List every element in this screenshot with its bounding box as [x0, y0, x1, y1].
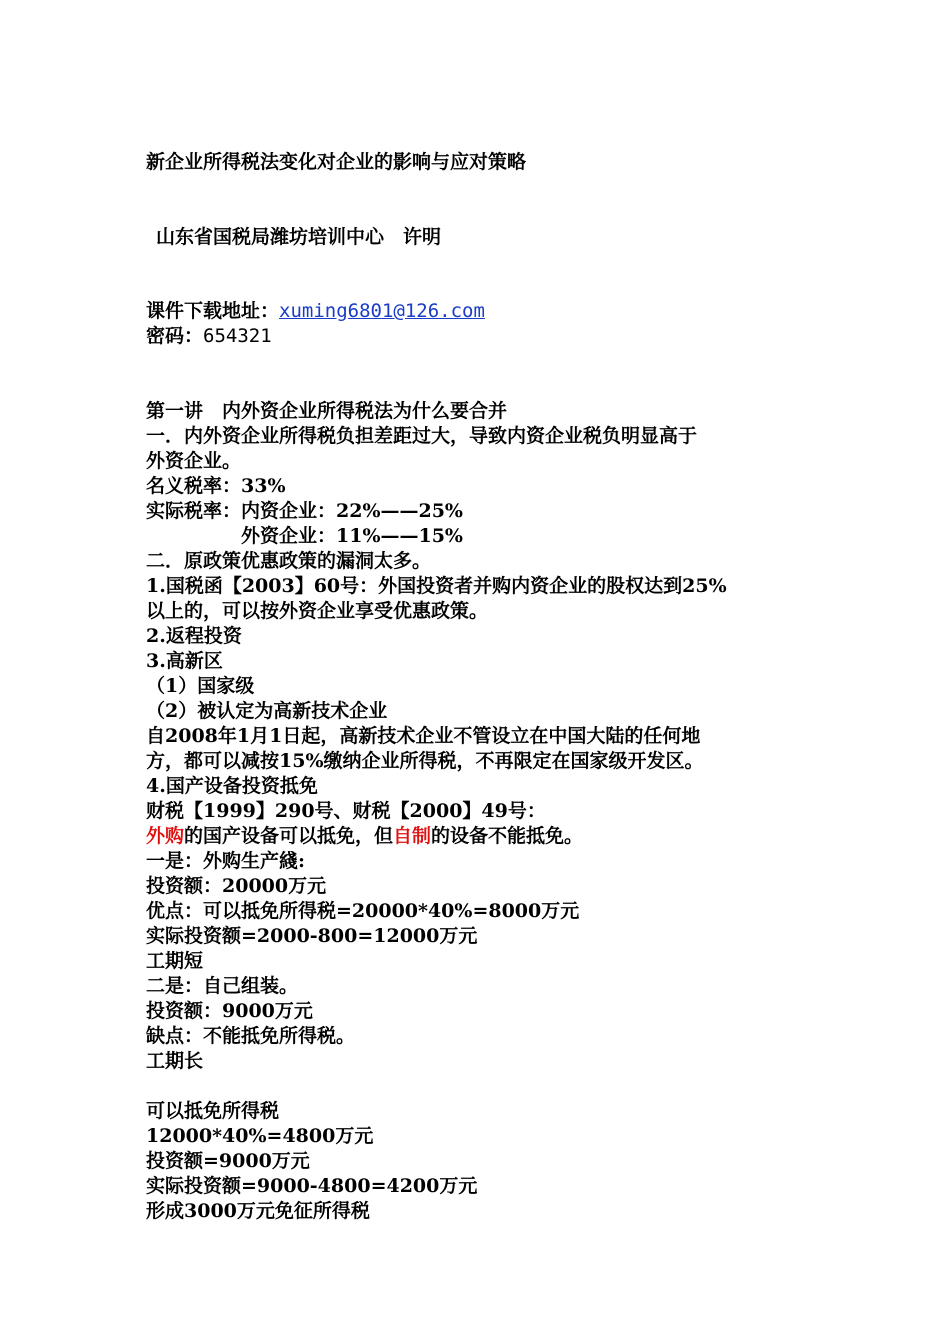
highlight-text-1: 的国产设备可以抵免，但 [184, 825, 394, 847]
body-line: 投资额：9000万元 [146, 1000, 313, 1022]
body-line: 缺点：不能抵免所得税。 [146, 1025, 356, 1047]
body-line: 自2008年1月1日起，高新技术企业不管设立在中国大陆的任何地 [146, 725, 701, 747]
body-line: 实际投资额=9000-4800=4200万元 [146, 1175, 478, 1197]
body-line: 一．内外资企业所得税负担差距过大，导致内资企业税负明显高于 [146, 425, 698, 447]
body-line: 4.国产设备投资抵免 [146, 775, 318, 797]
download-line [146, 299, 826, 323]
body-line: 3.高新区 [146, 650, 223, 672]
password-label: 密码： [146, 325, 204, 347]
highlight-text-2: 的设备不能抵免。 [431, 825, 584, 847]
body-line: 外资企业：11%——15% [146, 525, 463, 547]
body-line: 优点：可以抵免所得税=20000*40%=8000万元 [146, 900, 580, 922]
body-line: 名义税率：33% [146, 475, 286, 497]
body-line: 方，都可以减按15%缴纳企业所得税，不再限定在国家级开发区。 [146, 750, 704, 772]
download-email-link[interactable]: xuming6801@126.com [279, 300, 485, 322]
body-line: 二．原政策优惠政策的漏洞太多。 [146, 550, 432, 572]
body-line: 实际投资额=2000-800=12000万元 [146, 925, 478, 947]
body-line: 以上的，可以按外资企业享受优惠政策。 [146, 600, 489, 622]
body-line: 财税【1999】290号、财税【2000】49号： [146, 800, 546, 822]
body-line: 形成3000万元免征所得税 [146, 1200, 370, 1222]
body-line: 1.国税函【2003】60号：外国投资者并购内资企业的股权达到25% [146, 575, 727, 597]
body-line: 12000*40%=4800万元 [146, 1125, 374, 1147]
download-label: 课件下载地址： [146, 300, 280, 322]
body-line: 一是：外购生产綫: [146, 850, 306, 872]
highlight-self-made: 自制 [393, 825, 432, 847]
body-line: 2.返程投资 [146, 625, 242, 647]
password-line [146, 324, 826, 348]
highlight-line [146, 824, 826, 848]
body-line: 二是：自己组装。 [146, 975, 299, 997]
body-line: 第一讲 内外资企业所得税法为什么要合并 [146, 400, 508, 422]
body-line: 投资额=9000万元 [146, 1150, 310, 1172]
body-line: 可以抵免所得税 [146, 1100, 280, 1122]
document-title: 新企业所得税法变化对企业的影响与应对策略 [146, 151, 527, 173]
author-line: 山东省国税局潍坊培训中心 许明 [156, 226, 442, 248]
highlight-purchased: 外购 [146, 825, 185, 847]
body-line: （1）国家级 [146, 675, 255, 697]
body-line: 外资企业。 [146, 450, 242, 472]
body-line: （2）被认定为高新技术企业 [146, 700, 388, 722]
body-line: 工期长 [146, 1050, 204, 1072]
body-line: 工期短 [146, 950, 204, 972]
body-line: 实际税率：内资企业：22%——25% [146, 500, 463, 522]
body-line: 投资额：20000万元 [146, 875, 327, 897]
password-value: 654321 [203, 325, 272, 347]
